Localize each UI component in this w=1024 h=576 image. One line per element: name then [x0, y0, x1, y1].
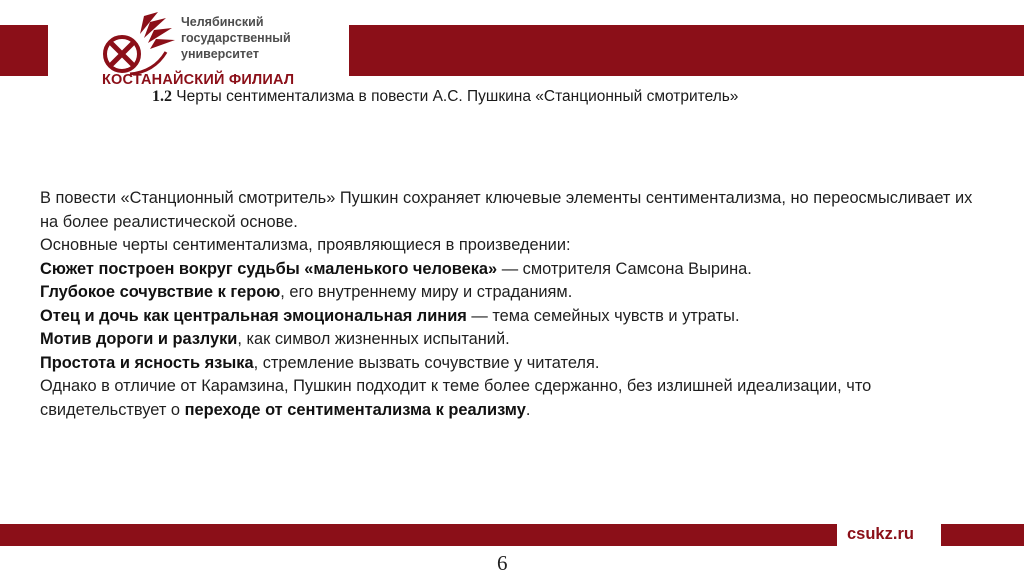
feature-title: Простота и ясность языка — [40, 353, 254, 372]
slide-body — [40, 187, 980, 422]
feature-item — [40, 258, 980, 282]
feature-desc: — тема семейных чувств и утраты. — [466, 306, 740, 325]
feature-desc: , стремление вызвать сочувствие у читателя. — [253, 353, 600, 372]
branch-name: КОСТАНАЙСКИЙ ФИЛИАЛ — [102, 72, 295, 88]
heading-text: Черты сентиментализма в повести А.С. Пушкина «Станционный смотритель» — [172, 88, 739, 105]
feature-title: Мотив дороги и разлуки — [40, 330, 238, 348]
feature-desc: — смотрителя Самсона Вырина. — [497, 259, 752, 278]
feature-item — [40, 305, 980, 329]
feature-desc: , как символ жизненных испытаний. — [237, 330, 510, 348]
intro-paragraph: В повести «Станционный смотритель» Пушкин сохраняет ключевые элементы сентиментализма, но переосмысливает их на более реалистической основе. — [40, 189, 973, 231]
feature-title: Сюжет построен вокруг судьбы «маленького человека» — [40, 259, 498, 278]
header-band-right — [349, 25, 1024, 76]
feature-item — [40, 328, 980, 352]
page-number: 6 — [497, 551, 508, 575]
slide-heading — [152, 88, 738, 106]
university-name-line: Челябинский — [181, 15, 264, 29]
heading-number: 1.2 — [152, 88, 172, 105]
university-name-line: государственный — [181, 31, 291, 45]
feature-title: Глубокое сочувствие к герою — [40, 283, 281, 301]
university-logo-icon — [100, 12, 178, 78]
university-name — [181, 14, 291, 62]
features-intro: Основные черты сентиментализма, проявляющиеся в произведении: — [40, 236, 571, 254]
feature-item — [40, 281, 980, 305]
conclusion-paragraph — [40, 375, 980, 422]
feature-item — [40, 352, 980, 376]
feature-desc: , его внутреннему миру и страданиям. — [280, 283, 573, 301]
conclusion-emphasis: переходе от сентиментализма к реализму — [184, 400, 526, 419]
site-link[interactable]: csukz.ru — [847, 525, 914, 543]
university-name-line: университет — [181, 47, 259, 61]
conclusion-text: Однако в отличие от Карамзина, Пушкин подходит к теме более сдержанно, без излишней идеализации, что свидетельствует о — [40, 377, 872, 419]
feature-title: Отец и дочь как центральная эмоциональная линия — [40, 306, 467, 325]
conclusion-end: . — [525, 400, 531, 419]
header-band-left — [0, 25, 48, 76]
